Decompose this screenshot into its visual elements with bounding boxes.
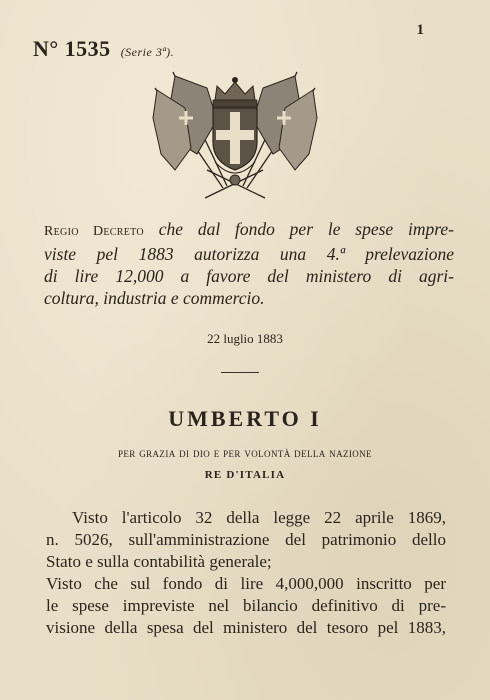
savoy-coat-of-arms-icon bbox=[145, 58, 325, 203]
body-line: Visto che sul fondo di lire 4,000,000 inscritto per bbox=[46, 574, 446, 593]
decree-date: 22 luglio 1883 bbox=[207, 331, 283, 346]
page-number: 1 bbox=[416, 22, 424, 38]
body-line: le spese impreviste nel bilancio definitivo di pre- bbox=[46, 596, 446, 615]
decree-lead: Regio Decreto bbox=[44, 224, 144, 239]
decree-line: di lire 12,000 a favore del ministero di agri- bbox=[44, 266, 454, 286]
body-line: visione della spesa del ministero del tesoro pel 1883, bbox=[46, 618, 446, 637]
decree-line: viste pel 1883 autorizza una 4.ª prelevazione bbox=[44, 244, 454, 264]
royal-title: RE D'ITALIA bbox=[204, 469, 286, 481]
series-label: (Serie 3ª). bbox=[120, 45, 175, 59]
decree-number-text: N° 1535 bbox=[33, 36, 111, 61]
divider bbox=[221, 372, 259, 373]
decree-line: che dal fondo per le spese impre- bbox=[158, 219, 455, 239]
decree-line: coltura, industria e commercio. bbox=[44, 288, 265, 308]
decree-body bbox=[46, 507, 446, 639]
grace-formula: per grazia di dio e per volontà della nazione bbox=[118, 446, 372, 460]
body-line: Visto l'articolo 32 della legge 22 aprile 1869, bbox=[72, 508, 446, 527]
body-line: Stato e sulla contabilità generale; bbox=[46, 552, 272, 571]
decree-summary bbox=[44, 218, 454, 309]
body-line: n. 5026, sull'amministrazione del patrimonio dello bbox=[46, 530, 446, 549]
king-name: UMBERTO I bbox=[168, 406, 322, 431]
